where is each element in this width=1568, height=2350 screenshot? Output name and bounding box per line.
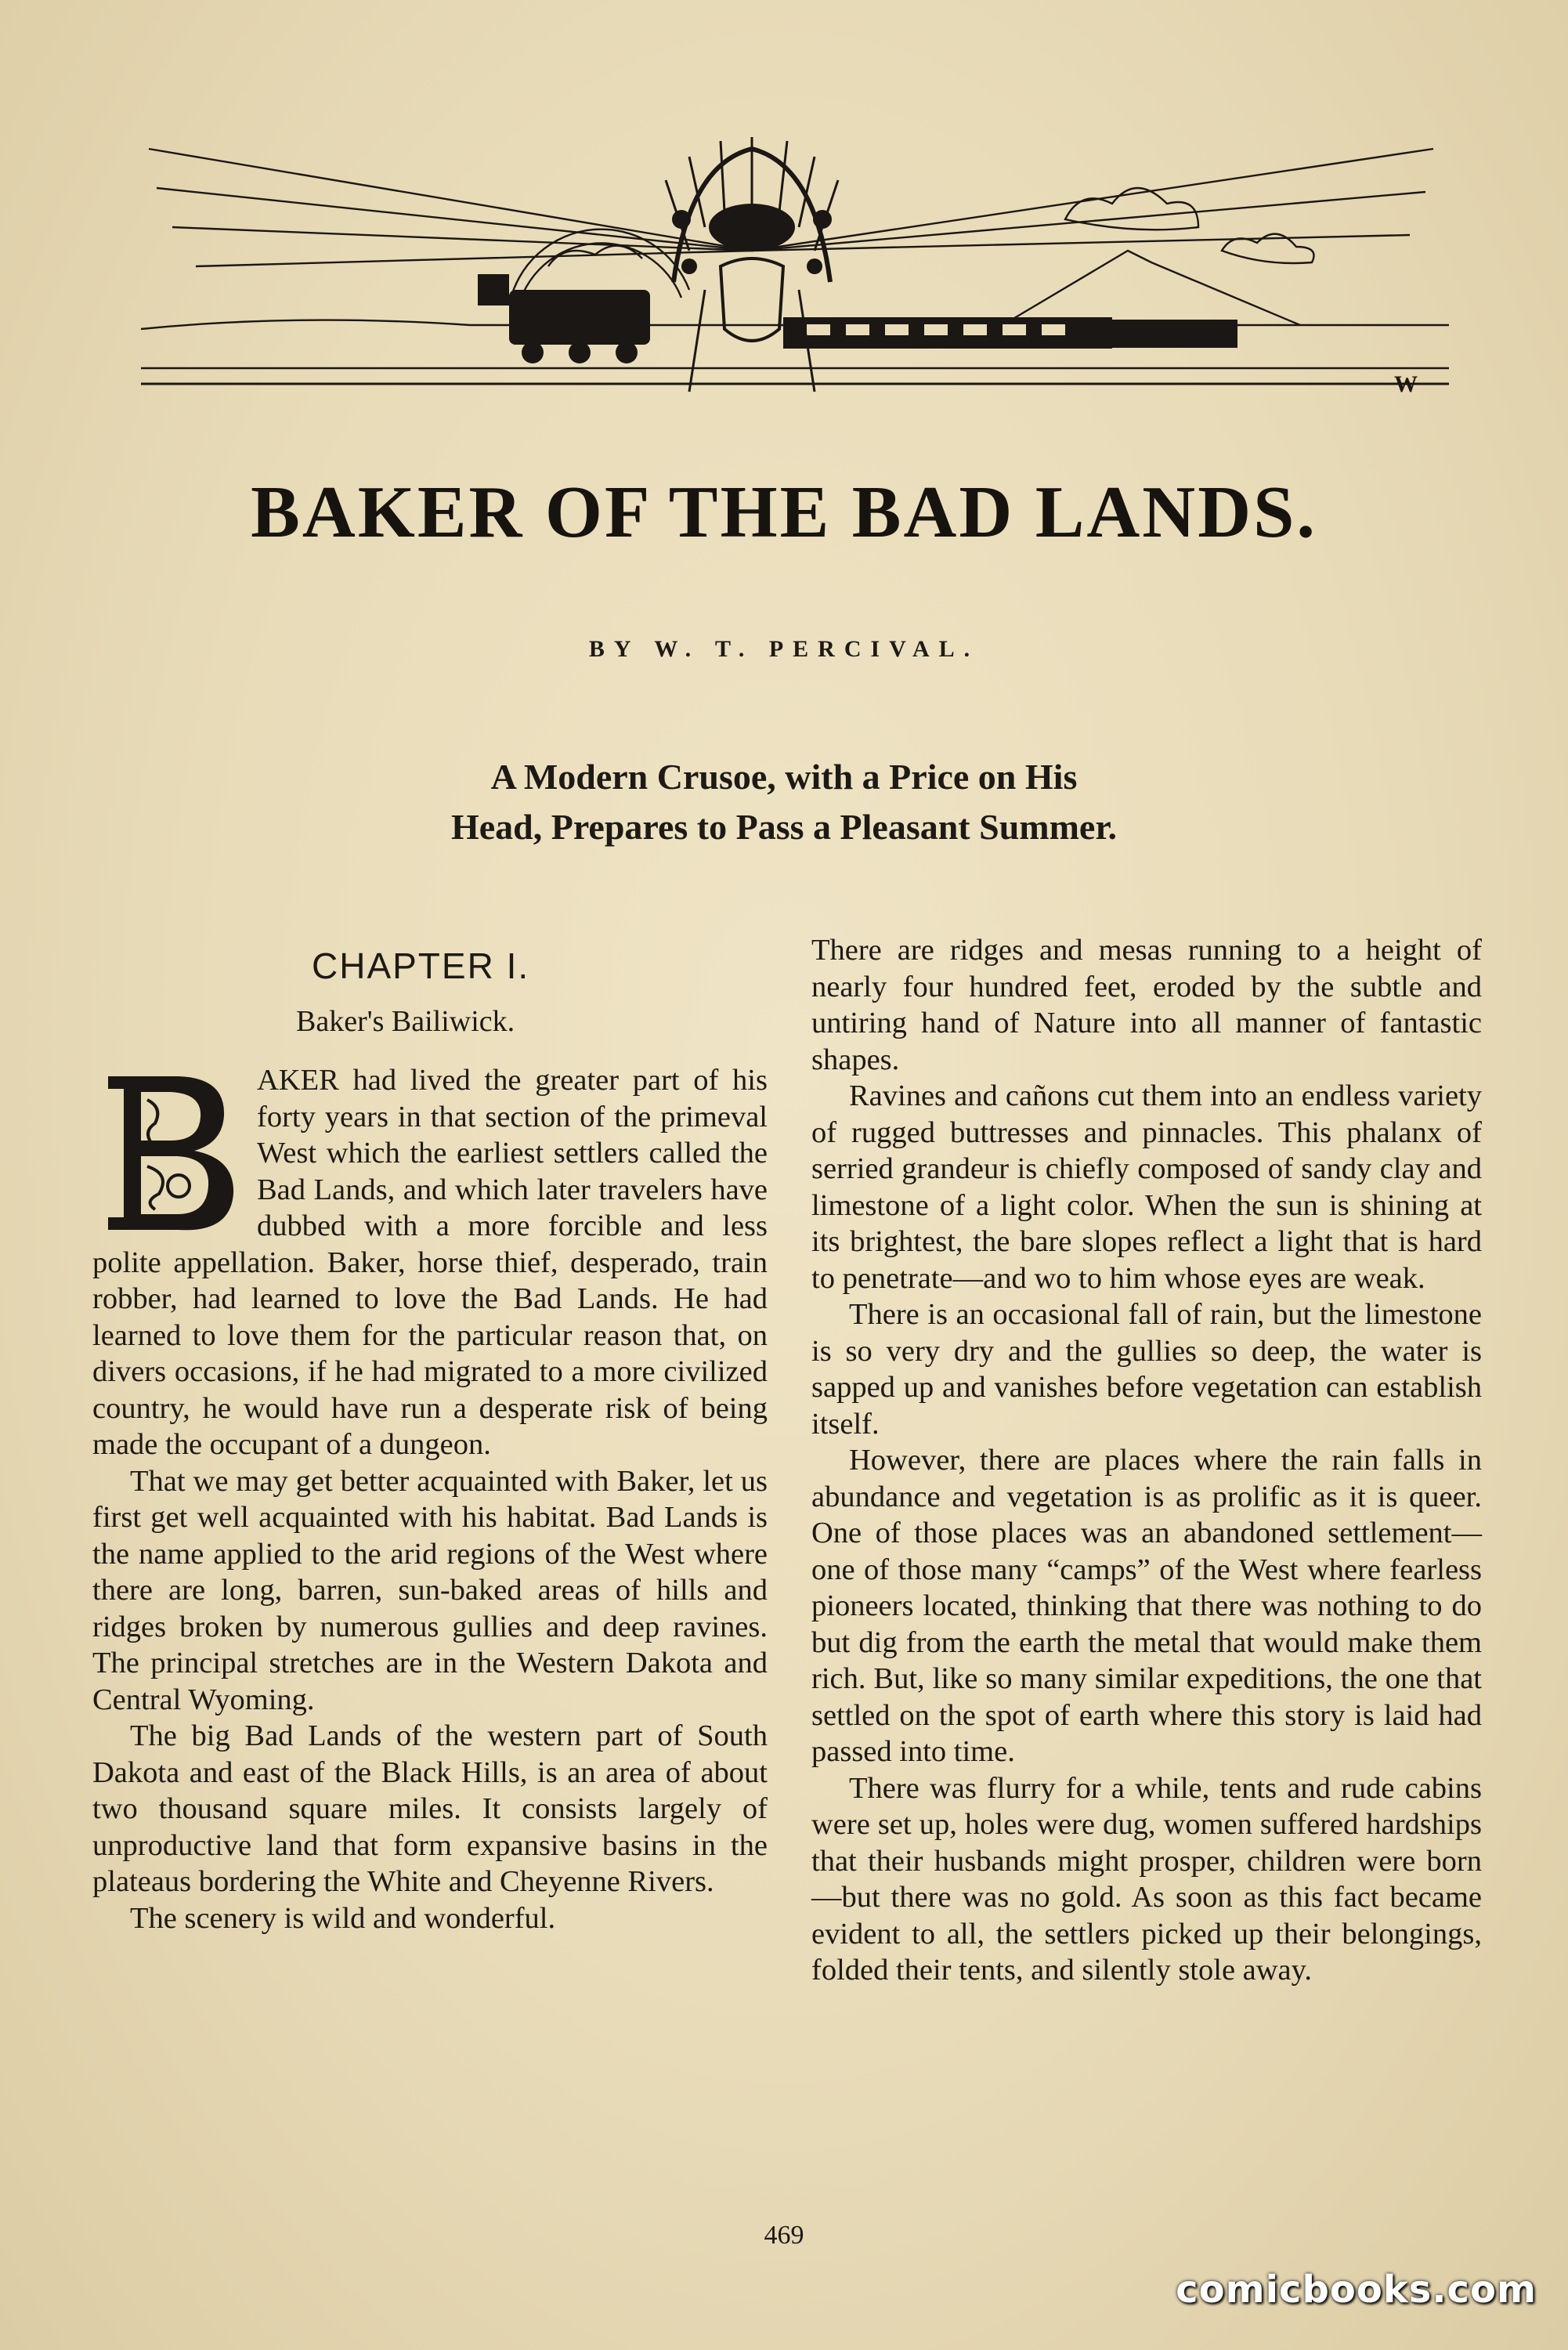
paragraph: AKER had lived the greater part of his forty years in that section of the primeval West which the earliest settlers called the Bad Lands, and which later travelers have dubbed with a more forcible and less polite appellation. Baker, horse thief, desperado, train robber, had learned to love the Bad Lands. He had learned to love them for the particular reason that, on divers occasions, if he had migrated to a more civilized country, he would have run a desperate risk of being made the occupant of a dungeon. <box>92 1064 768 1461</box>
deck-line-2: Head, Prepares to Pass a Pleasant Summer. <box>450 807 1118 847</box>
chapter-heading: CHAPTER I. <box>312 945 530 986</box>
article-title: BAKER OF THE BAD LANDS. <box>251 472 1317 553</box>
header-illustration <box>141 133 1449 400</box>
paragraph: The big Bad Lands of the western part of South Dakota and east of the Black Hills, is an area of about two thousand square miles. It consists largely of unproductive land that form expansive basins in the plateaus bordering the White and Cheyenne Rivers. <box>92 1719 768 1898</box>
paragraph: Ravines and cañons cut them into an endless variety of rugged buttresses and pinnacles. This phalanx of serried grandeur is chiefly composed of sandy clay and limestone of a light color. When the sun is shining at its brightest, the bare slopes reflect a light that is hard to penetrate—and wo to him whose eyes are weak. <box>811 1079 1482 1295</box>
deck-line-1: A Modern Crusoe, with a Price on His <box>490 757 1078 797</box>
paragraph: There is an occasional fall of rain, but the limestone is so very dry and the gullies so deep, the water is sapped up and vanishes before vegetation can establish itself. <box>811 1298 1482 1441</box>
chapter-subheading: Baker's Bailiwick. <box>296 1005 515 1038</box>
drop-cap-text: B <box>92 1068 93 1069</box>
paragraph: That we may get better acquainted with Baker, let us first get well acquainted with his habitat. Bad Lands is the name applied to the arid regions of the West where there are long, barren, sun-baked areas of hills and ridges broken by numerous gullies and deep ravines. The principal stretches are in the Western Dakota and Central Wyoming. <box>92 1464 768 1716</box>
paragraph: The scenery is wild and wonderful. <box>130 1901 556 1935</box>
article-byline: BY W. T. PERCIVAL. <box>588 636 980 662</box>
page-number: 469 <box>764 2221 804 2250</box>
paragraph: However, there are places where the rain falls in abundance and vegetation is as prolific as it is queer. One of those places was an abandoned settlement—one of those many “camps” of the West where fearless pioneers located, thinking that there was nothing to do but dig from the earth the metal that would make them rich. But, like so many similar expeditions, the one that settled on the spot of earth where this story is laid had passed into time. <box>811 1444 1482 1768</box>
source-watermark: comicbooks.com <box>1176 2268 1537 2312</box>
left-column <box>92 932 768 1936</box>
paragraph: There are ridges and mesas running to a height of nearly four hundred feet, eroded by the subtle and untiring hand of Nature into all manner of fantastic shapes. <box>811 934 1482 1076</box>
drop-cap-letter <box>92 1068 241 1236</box>
paragraph: There was flurry for a while, tents and rude cabins were set up, holes were dug, women suffered hardships that their husbands might prosper, children were born—but there was no gold. As soon as this fact became evident to all, the settlers picked up their belongings, folded their tents, and silently stole away. <box>811 1771 1482 1987</box>
article-deck <box>0 752 1568 852</box>
artist-monogram: W <box>1394 371 1418 397</box>
right-column <box>811 932 1482 1989</box>
